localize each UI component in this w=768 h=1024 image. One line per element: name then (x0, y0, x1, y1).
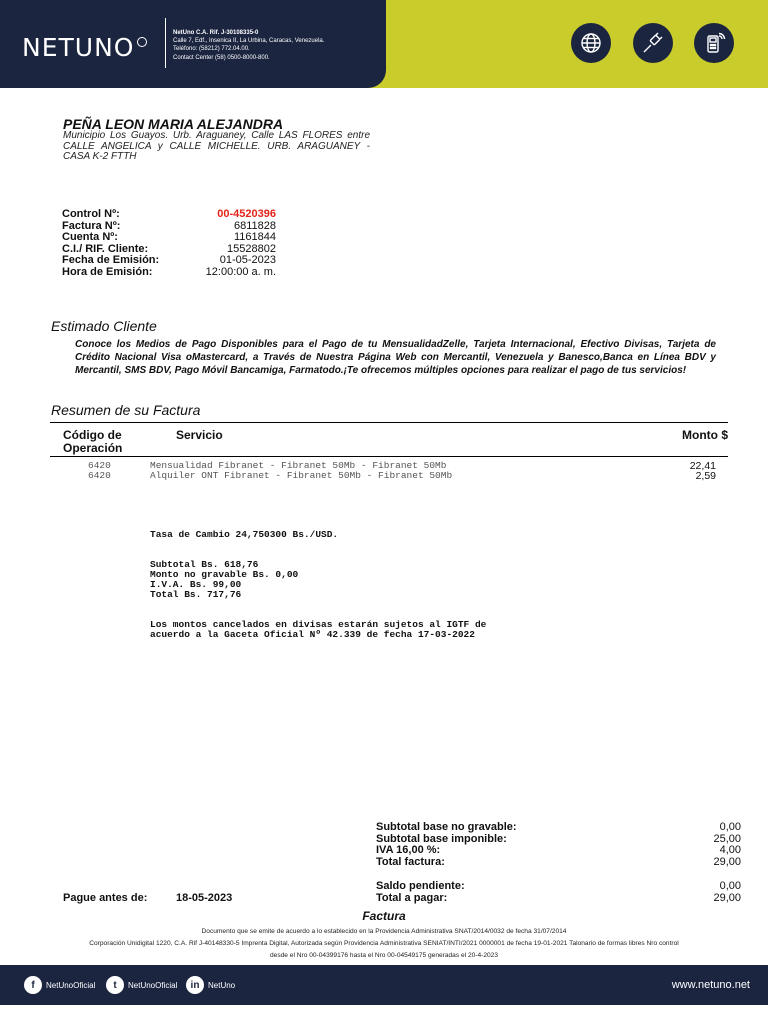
company-info (173, 29, 324, 62)
facebook-link[interactable]: f NetUnoOficial (24, 976, 95, 994)
total-row: IVA 16,00 %: 4,00 (376, 844, 741, 857)
table-row (88, 471, 728, 481)
column-header-service: Servicio (176, 428, 223, 442)
footer-bar (0, 965, 768, 1005)
table-header-rule (50, 456, 728, 457)
document-type-title: Factura (362, 909, 406, 923)
igtf-note: Los montos cancelados en divisas estarán sujetos al IGTF de acuerdo a la Gaceta Oficial Nº 42.339 de fecha 17-03-2022 (150, 619, 487, 640)
header-divider (165, 18, 166, 68)
phone-icon (694, 23, 734, 63)
row-code: 6420 (88, 460, 111, 471)
legal-notice: Documento que se emite de acuerdo a lo establecido en la Providencia Administrativa SNAT/2014/0032 de fecha 31/07/2014 Corporación Unidigital 1220, C.A. Rif J-40148330-5 Imprenta Digital, Autorizada según Providencia Administrativa SENIAT/INTI/2021 0000001 de fecha 19-01-2021 Talonario de formas libres Nro control desde el Nro 00-04399176 hasta el Nro 00-04549175 generadas el 20-4-2023 (89, 928, 679, 959)
balance-block (376, 881, 741, 904)
logo-registered-icon (137, 37, 147, 47)
summary-title: Resumen de su Factura (51, 402, 201, 418)
meta-issue-time: Hora de Emisión: 12:00:00 a. m. (62, 265, 276, 278)
company-contact: Contact Center (58) 0500-8000-800. (173, 54, 270, 61)
payment-methods-notice: Conoce los Medios de Pago Disponibles para el Pago de tu MensualidadZelle, Tarjeta Internacional, Efectivo Divisas, Tarjeta de Crédito Nacional Visa oMastercard, a Través de Nuestra Página Web con Mercantil, Venezuela y Banesco,Banca en Línea BDV y Mercantil, SMS BDV, Pago Móvil Bancamiga, Farmatodo.¡Te ofrecemos múltiples opciones para realizar el pago de tus servicios! (75, 339, 716, 376)
facebook-icon: f (24, 976, 42, 994)
column-header-amount: Monto $ (682, 428, 728, 442)
bs-subtotals: Subtotal Bs. 618,76 Monto no gravable Bs. 0,00 I.V.A. Bs. 99,00 Total Bs. 717,76 (150, 559, 299, 600)
globe-icon (571, 23, 611, 63)
table-top-rule (50, 422, 728, 423)
customer-address: Municipio Los Guayos. Urb. Araguaney, Calle LAS FLORES entre CALLE ANGELICA y CALLE MICHELLE. URB. ARAGUANEY - CASA K-2 FTTH (63, 130, 370, 162)
meta-issue-date: Fecha de Emisión: 01-05-2023 (62, 254, 276, 266)
company-name: NetUno C.A. Rif. J-30108335-0 (173, 30, 259, 36)
row-service: Mensualidad Fibranet - Fibranet 50Mb - Fibranet 50Mb (150, 460, 447, 471)
balance-row: Total a pagar: 29,00 (376, 891, 741, 904)
website-link[interactable]: www.netuno.net (671, 979, 750, 991)
row-amount: 2,59 (695, 470, 716, 482)
customer-name: PEÑA LEON MARIA ALEJANDRA (63, 116, 284, 132)
twitter-link[interactable]: t NetUnoOficial (106, 976, 177, 994)
meta-control-number: Control Nº: 00-4520396 (62, 208, 276, 220)
netuno-logo: NETUNO (22, 33, 147, 62)
meta-client-id: C.I./ RIF. Cliente: 15528802 (62, 242, 276, 255)
company-address: Calle 7, Edf., Insenica II, La Urbina, Caracas, Venezuela. (173, 38, 325, 45)
column-header-code: Código de Operación (63, 428, 123, 455)
company-phone: Teléfono: (58212) 772.04.00. (173, 46, 250, 53)
row-code: 6420 (88, 470, 111, 481)
balance-row: Saldo pendiente: 0,00 (376, 880, 741, 892)
row-amount: 22,41 (689, 460, 716, 472)
totals-block (376, 822, 741, 869)
linkedin-link[interactable]: in NetUno (186, 976, 235, 994)
total-row: Subtotal base imponible: 25,00 (376, 832, 741, 845)
row-service: Alquiler ONT Fibranet - Fibranet 50Mb - Fibranet 50Mb (150, 470, 453, 481)
greeting-title: Estimado Cliente (51, 318, 157, 334)
cable-icon (633, 23, 673, 63)
exchange-rate: Tasa de Cambio 24,750300 Bs./USD. (150, 529, 339, 540)
total-row: Total factura: 29,00 (376, 856, 741, 869)
meta-invoice-number: Factura Nº: 6811828 (62, 219, 276, 232)
twitter-icon: t (106, 976, 124, 994)
pay-before-label: Pague antes de: (63, 892, 148, 904)
meta-account-number: Cuenta Nº: 1161844 (62, 231, 276, 243)
linkedin-icon: in (186, 976, 204, 994)
invoice-meta (62, 209, 276, 278)
pay-before-date: 18-05-2023 (176, 892, 233, 904)
total-row: Subtotal base no gravable: 0,00 (376, 821, 741, 833)
